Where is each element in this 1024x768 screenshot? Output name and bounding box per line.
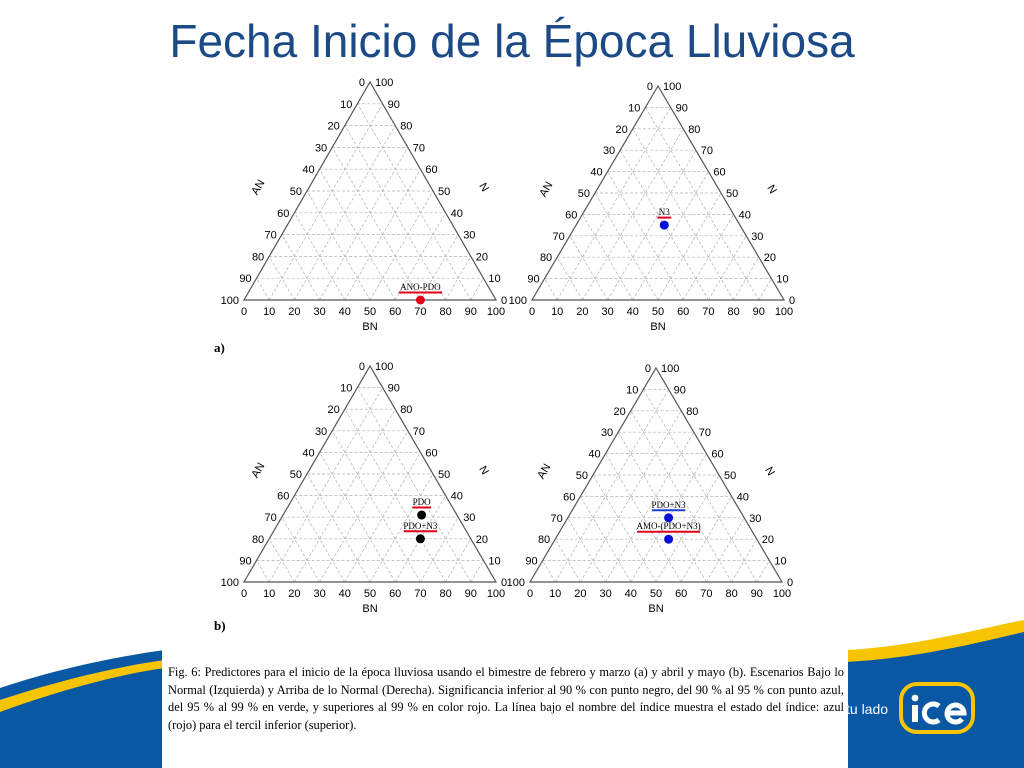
grid-line [257,560,270,582]
data-point [416,296,425,305]
tick-label-an: 40 [302,164,315,177]
tick-label-bn: 60 [677,306,690,318]
data-point [416,534,425,543]
grid-line [545,279,558,300]
tick-label-an: 60 [563,491,576,504]
tick-label-bn: 100 [486,306,506,318]
tick-label-an: 30 [314,142,328,155]
tick-label-bn: 100 [772,588,792,600]
tick-label-bn: 30 [599,588,612,600]
tick-label-bn: 60 [389,588,402,600]
tick-label-an: 30 [600,427,614,440]
tick-label-bn: 50 [651,306,665,318]
tick-label-an: 40 [588,448,601,461]
tick-label-n: 90 [675,102,688,115]
grid-line [282,235,320,300]
tick-label-n: 40 [738,209,751,222]
grid-line [645,107,758,300]
grid-line [307,474,370,582]
tick-label-n: 90 [387,98,400,111]
tick-label-bn: 20 [574,588,587,600]
tick-label-an: 80 [251,251,265,264]
tick-label-bn: 50 [363,588,377,600]
tick-label-bn: 0 [528,306,536,318]
tick-label-n: 0 [501,295,508,307]
tick-label-bn: 10 [263,306,276,318]
panel-label: b) [214,618,226,633]
grid-line [307,191,370,300]
tick-label-bn: 30 [313,588,326,600]
tick-label-n: 30 [463,512,476,525]
tick-label-an: 10 [628,102,641,115]
tick-label-an: 50 [289,186,302,198]
axis-title-n: N [476,181,491,194]
tick-label-n: 80 [688,123,701,136]
tick-label-n: 20 [475,251,489,264]
tick-label-bn: 50 [649,588,663,600]
tick-label-bn: 10 [263,588,276,600]
tick-label-an: 80 [539,252,553,265]
tick-label-an: 70 [550,512,563,525]
tick-label-n: 0 [501,577,508,589]
figure-caption: Fig. 6: Predictores para el inicio de la época lluviosa usando el bimestre de febrero y marzo (a) y abril y mayo (b). Escenarios Bajo lo Normal (Izquierda) y Arriba de lo Normal (Derecha). Significancia inferior al 90 % con punto negro, del 90 % al 95 % con punto azul, del 95 % al 99 % en verde, y superiores al 99 % en color rojo. La línea bajo el nombre del índice muestra el estado del índice: azul (rojo) para el tercil inferior (superior). [162,648,848,768]
tick-label-n: 10 [776,273,789,286]
tick-label-n: 90 [673,384,686,397]
tick-label-bn: 20 [288,306,301,318]
tick-label-an: 20 [327,120,340,133]
axis-title-n: N [476,464,491,477]
tick-label-n: 60 [713,166,726,179]
tick-label-an: 100 [220,295,239,307]
grid-line [257,278,270,300]
tick-label-bn: 80 [439,306,452,318]
tick-label-bn: 20 [288,588,301,600]
grid-line [595,193,658,300]
tick-label-an: 30 [602,145,616,158]
axis-title-n: N [762,465,777,478]
tick-label-bn: 100 [486,588,506,600]
point-label: AMO-(PDO+N3) [636,521,701,532]
point-label: PDO+N3 [651,499,686,510]
tick-label-bn: 10 [551,306,564,318]
tick-label-an: 10 [340,382,353,395]
grid-line [332,147,420,300]
tick-label-an: 40 [590,166,603,179]
tick-label-bn: 100 [774,306,794,318]
tick-label-bn: 0 [240,306,248,318]
axis-title-an: AN [249,460,268,481]
tick-label-an: 20 [327,404,340,417]
axis-title-an: AN [535,461,554,482]
tick-label-an: 10 [340,98,353,111]
grid-line [643,389,756,582]
tick-label-bn: 0 [526,588,534,600]
tick-label-an: 90 [239,555,252,568]
tick-label-an: 0 [646,81,653,93]
tick-label-bn: 90 [750,588,763,600]
tick-label-bn: 10 [549,588,562,600]
tick-label-n: 100 [663,81,682,93]
tick-label-bn: 20 [576,306,589,318]
grid-line [320,431,408,582]
tick-label-bn: 50 [363,306,377,318]
axis-title-an: AN [249,177,268,198]
grid-line [332,431,420,582]
axis-title-bn: BN [650,321,666,333]
tick-label-n: 60 [711,448,724,461]
tick-label-n: 10 [488,273,501,286]
point-label: PDO [412,497,431,508]
tick-label-bn: 70 [414,306,427,318]
tick-label-an: 10 [626,384,639,397]
tick-label-bn: 80 [725,588,738,600]
tick-label-n: 30 [749,512,762,525]
tick-label-n: 70 [412,425,426,438]
tick-label-an: 90 [239,273,252,286]
tick-label-n: 10 [488,555,501,568]
tick-label-bn: 70 [700,588,713,600]
grid-line [320,147,408,300]
tick-label-bn: 30 [601,306,614,318]
tick-label-n: 40 [736,491,749,504]
tick-label-an: 30 [314,425,328,438]
tick-label-an: 20 [615,123,628,136]
tick-label-n: 40 [450,490,463,503]
grid-line [708,236,746,300]
tick-label-an: 60 [565,209,578,222]
grid-line [608,150,696,300]
tick-label-bn: 80 [439,588,452,600]
tick-label-n: 90 [387,382,400,395]
tick-label-n: 100 [375,77,394,89]
tick-label-bn: 0 [240,588,248,600]
tick-label-n: 70 [412,142,426,155]
tick-label-n: 80 [400,120,413,133]
tick-label-n: 40 [450,207,463,220]
tick-label-an: 70 [264,512,277,525]
page-title: Fecha Inicio de la Época Lluviosa [169,15,855,67]
tick-label-n: 0 [789,295,796,307]
point-label: AN​O-PDO [400,282,441,292]
grid-line [471,560,484,582]
tick-label-an: 0 [358,361,365,373]
tick-label-n: 20 [761,534,775,547]
tick-label-n: 100 [661,363,680,375]
brand-tagline: tu lado [846,701,889,717]
tick-label-n: 30 [463,229,476,242]
grid-line [543,561,556,582]
axis-title-bn: BN [362,321,378,333]
grid-line [357,104,470,300]
tick-label-n: 60 [425,447,438,460]
tick-label-an: 60 [277,207,290,220]
tick-label-n: 20 [763,252,777,265]
tick-label-an: 60 [277,490,290,503]
tick-label-an: 0 [358,77,365,89]
tick-label-n: 60 [425,164,438,177]
tick-label-n: 0 [787,577,794,589]
tick-label-an: 100 [220,577,239,589]
axis-title-bn: BN [648,603,664,615]
tick-label-bn: 90 [464,588,477,600]
tick-label-bn: 40 [338,306,351,318]
tick-label-bn: 70 [414,588,427,600]
tick-label-bn: 40 [338,588,351,600]
grid-line [759,279,772,300]
axis-title-an: AN [537,179,556,200]
tick-label-bn: 40 [626,306,639,318]
grid-line [269,388,382,582]
tick-label-an: 70 [552,230,565,243]
tick-label-bn: 30 [313,306,326,318]
tick-label-an: 90 [527,273,540,286]
tick-label-bn: 70 [702,306,715,318]
tick-label-an: 50 [289,469,302,481]
tick-label-n: 50 [438,469,451,481]
tick-label-n: 30 [751,230,764,243]
grid-line [568,518,606,582]
tick-label-n: 80 [400,404,413,417]
tick-label-n: 20 [475,533,489,546]
data-point [417,511,426,520]
grid-line [570,236,608,300]
tick-label-an: 100 [508,295,527,307]
tick-label-an: 80 [537,534,551,547]
data-point [664,535,673,544]
tick-label-an: 90 [525,555,538,568]
tick-label-bn: 90 [464,306,477,318]
grid-line [557,107,670,300]
grid-line [471,278,484,300]
tick-label-an: 0 [644,363,651,375]
tick-label-n: 80 [686,405,699,418]
panel-label: a) [214,340,225,355]
tick-label-bn: 60 [675,588,688,600]
tick-label-an: 20 [613,405,626,418]
axis-title-n: N [764,183,779,196]
tick-label-bn: 80 [727,306,740,318]
point-label: N3 [658,207,670,218]
tick-label-bn: 60 [389,306,402,318]
tick-label-an: 80 [251,533,265,546]
tick-label-bn: 40 [624,588,637,600]
axis-title-bn: BN [362,603,378,615]
data-point [660,221,669,230]
ice-logo [898,680,976,736]
tick-label-n: 50 [438,186,451,198]
tick-label-an: 70 [264,229,277,242]
point-label: PDO+N3 [403,520,438,531]
tick-label-n: 50 [726,188,739,200]
grid-line [282,517,320,582]
tick-label-an: 40 [302,447,315,460]
tick-label-bn: 90 [752,306,765,318]
grid-line [269,104,382,300]
tick-label-n: 10 [774,555,787,568]
tick-label-n: 70 [700,145,714,158]
tick-label-n: 50 [724,470,737,482]
tick-label-an: 50 [575,470,588,482]
tick-label-n: 100 [375,361,394,373]
tick-label-an: 100 [506,577,525,589]
grid-line [757,561,770,582]
grid-line [706,518,744,582]
grid-line [357,388,470,582]
grid-line [555,389,668,582]
tick-label-an: 50 [577,188,590,200]
tick-label-n: 70 [698,427,712,440]
